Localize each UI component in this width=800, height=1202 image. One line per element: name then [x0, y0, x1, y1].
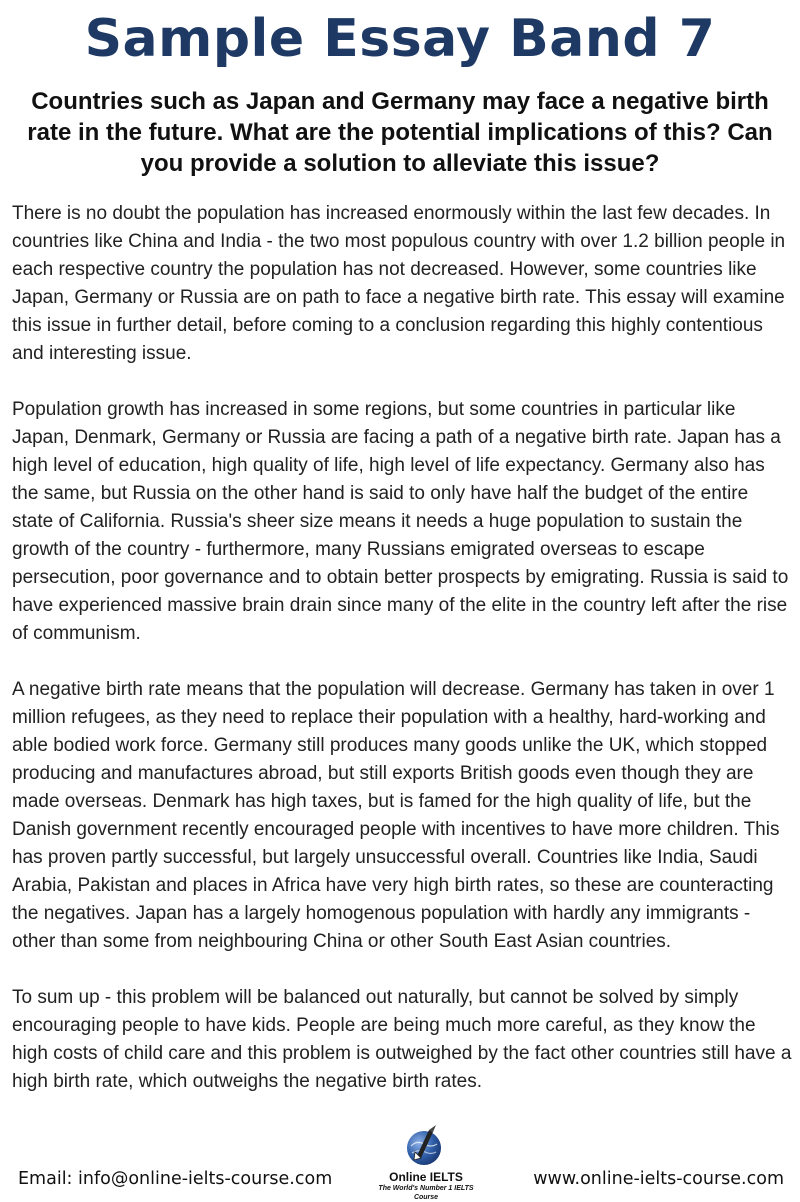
- essay-paragraph-4: To sum up - this problem will be balanced out naturally, but cannot be solved by simply encouraging people to have kids. People are being much more careful, as they know the high costs of child care and this problem is outweighed by the fact other countries still have a high birth rate, which outweighs the negative birth rates.: [12, 987, 792, 1092]
- essay-paragraph-2: Population growth has increased in some regions, but some countries in particular like Japan, Denmark, Germany or Russia are facing a path of a negative birth rate. Japan has a high level of education, high quality of life, high level of life expectancy. Germany also has the same, but Russia on the other hand is said to only have half the budget of the entire state of California. Russia's sheer size means it needs a huge population to sustain the growth of the country - furthermore, many Russians emigrated overseas to escape persecution, poor governance and to obtain better prospects by emigrating. Russia is said to have experienced massive brain drain since many of the elite in the country left after the rise of communism.: [12, 399, 789, 644]
- essay-question: Countries such as Japan and Germany may face a negative birth rate in the future. What are the potential implications of this? Can you provide a solution to alleviate this issue?: [27, 88, 773, 177]
- logo-name: Online IELTS: [389, 1170, 463, 1184]
- logo-tagline: The World's Number 1 IELTS Course: [378, 1185, 474, 1201]
- footer: [0, 1118, 800, 1200]
- essay-paragraph-3: A negative birth rate means that the population will decrease. Germany has taken in over 1 million refugees, as they need to replace their population with a healthy, hard-working and able bodied work force. Germany still produces many goods unlike the UK, which stopped producing and manufactures abroad, but still exports British goods even though they are made overseas. Denmark has high taxes, but is famed for the high quality of life, but the Danish government recently encouraged people with incentives to have more children. This has proven partly successful, but largely unsuccessful overall. Countries like India, Saudi Arabia, Pakistan and places in Africa have very high birth rates, so these are counteracting the negatives. Japan has a largely homogenous population with hardly any immigrants - other than some from neighbouring China or other South East Asian countries.: [12, 679, 780, 952]
- footer-website[interactable]: www.online-ielts-course.com: [533, 1169, 784, 1189]
- page-title: Sample Essay Band 7: [84, 9, 716, 69]
- footer-email[interactable]: Email: info@online-ielts-course.com: [18, 1169, 333, 1189]
- globe-pen-icon: [403, 1122, 449, 1168]
- essay-paragraph-1: There is no doubt the population has increased enormously within the last few decades. In countries like China and India - the two most populous country with over 1.2 billion people in each respective country the population has not decreased. However, some countries like Japan, Germany or Russia are on path to face a negative birth rate. This essay will examine this issue in further detail, before coming to a conclusion regarding this highly contentious and interesting issue.: [12, 203, 786, 364]
- logo: [366, 1122, 486, 1200]
- essay-body: [12, 200, 794, 1124]
